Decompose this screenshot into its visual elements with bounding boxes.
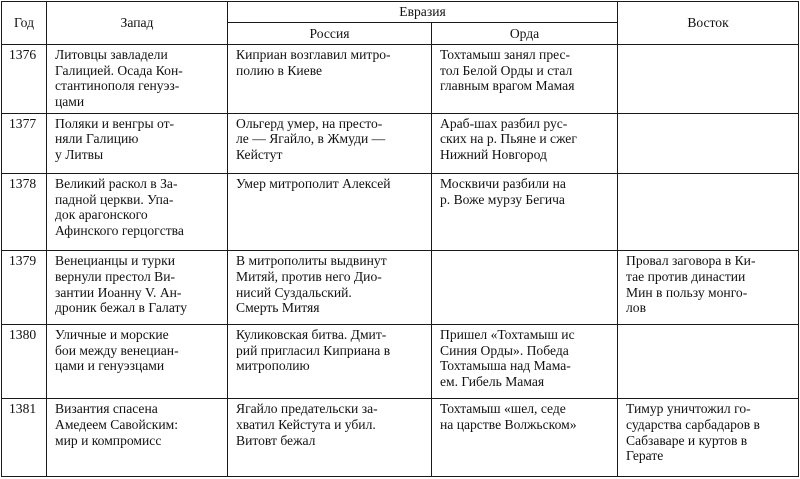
cell-horde xyxy=(432,399,618,477)
cell-russia xyxy=(228,324,432,398)
table-row xyxy=(2,45,799,114)
cell-russia xyxy=(228,251,432,324)
header-russia: Россия xyxy=(228,23,432,45)
horde-text: Тохтамыш «шел, седе на царстве Волжьском» xyxy=(440,401,577,432)
header-row-top xyxy=(2,2,799,23)
year-text: 1376 xyxy=(9,47,37,62)
west-text: Уличные и морские бои между венециан- цами и генуэзцами xyxy=(55,326,179,374)
west-text: Литовцы завладели Галицией. Осада Кон- стантинополя генуэз- цами xyxy=(55,47,183,109)
cell-year xyxy=(2,113,47,173)
table-header xyxy=(2,2,799,45)
russia-text: Умер митрополит Алексей xyxy=(236,175,391,191)
year-text: 1379 xyxy=(9,253,37,269)
header-east: Восток xyxy=(618,2,799,45)
cell-west xyxy=(47,399,228,477)
header-eurasia: Евразия xyxy=(228,2,618,23)
horde-text: Пришел «Тохтамыш ис Синия Орды». Победа Тохтамыша над Мама- ем. Гибель Мамая xyxy=(440,326,575,389)
year-text: 1377 xyxy=(9,115,37,131)
cell-east xyxy=(618,251,799,324)
horde-text: Москвичи разбили на р. Воже мурзу Бегича xyxy=(440,175,566,207)
table-row xyxy=(2,324,799,398)
cell-east xyxy=(618,45,799,114)
table-row xyxy=(2,251,799,324)
west-text: Поляки и венгры от- няли Галицию у Литвы xyxy=(55,115,175,162)
cell-russia xyxy=(228,113,432,173)
cell-year xyxy=(2,324,47,398)
cell-horde xyxy=(432,113,618,173)
table-row xyxy=(2,113,799,173)
table-row xyxy=(2,399,799,477)
year-text: 1380 xyxy=(9,326,37,342)
cell-russia xyxy=(228,399,432,477)
russia-text: В митрополиты выдвинут Митяй, против него Дио- нисий Суздальский. Смерть Митяя xyxy=(236,253,387,316)
table-body xyxy=(2,45,799,477)
header-year: Год xyxy=(2,2,47,45)
cell-west xyxy=(47,113,228,173)
cell-east xyxy=(618,399,799,477)
horde-text: Араб-шах разбил рус- ских на р. Пьяне и сжег Нижний Новгород xyxy=(440,115,577,162)
chronology-table xyxy=(1,1,799,477)
west-text: Венецианцы и турки вернули престол Ви- зантии Иоанну V. Ан- дроник бежал в Галату xyxy=(55,253,188,316)
cell-horde xyxy=(432,324,618,398)
russia-text: Ягайло предательски за- хватил Кейстута и убил. Витовт бежал xyxy=(236,401,378,448)
cell-east xyxy=(618,173,799,251)
header-west: Запад xyxy=(47,2,228,45)
cell-year xyxy=(2,399,47,477)
cell-west xyxy=(47,251,228,324)
cell-horde xyxy=(432,173,618,251)
cell-west xyxy=(47,45,228,114)
cell-year xyxy=(2,251,47,324)
cell-east xyxy=(618,113,799,173)
horde-text: Тохтамыш занял прес- тол Белой Орды и стал главным врагом Мамая xyxy=(440,47,575,94)
cell-russia xyxy=(228,45,432,114)
cell-horde xyxy=(432,251,618,324)
year-text: 1381 xyxy=(9,401,37,417)
cell-west xyxy=(47,173,228,251)
cell-east xyxy=(618,324,799,398)
east-text: Провал заговора в Ки- тае против династии Мин в пользу монго- лов xyxy=(626,253,756,316)
header-horde: Орда xyxy=(432,23,618,45)
west-text: Византия спасена Амедеем Савойским: мир и компромисс xyxy=(55,401,179,448)
russia-text: Куликовская битва. Дмит- рий пригласил Киприана в митрополию xyxy=(236,326,391,374)
year-text: 1378 xyxy=(9,175,37,191)
cell-horde xyxy=(432,45,618,114)
cell-year xyxy=(2,45,47,114)
russia-text: Ольгерд умер, на престо- ле — Ягайло, в Жмуди — Кейстут xyxy=(236,115,386,162)
cell-year xyxy=(2,173,47,251)
table-row xyxy=(2,173,799,251)
east-text: Тимур уничтожил го- сударства сарбадаров в Сабзаваре и куртов в Герате xyxy=(626,401,760,464)
west-text: Великий раскол в За- падной церкви. Упа- док арагонского Афинского герцогства xyxy=(55,175,184,238)
cell-russia xyxy=(228,173,432,251)
russia-text: Киприан возглавил митро- полию в Киеве xyxy=(236,47,391,78)
cell-west xyxy=(47,324,228,398)
